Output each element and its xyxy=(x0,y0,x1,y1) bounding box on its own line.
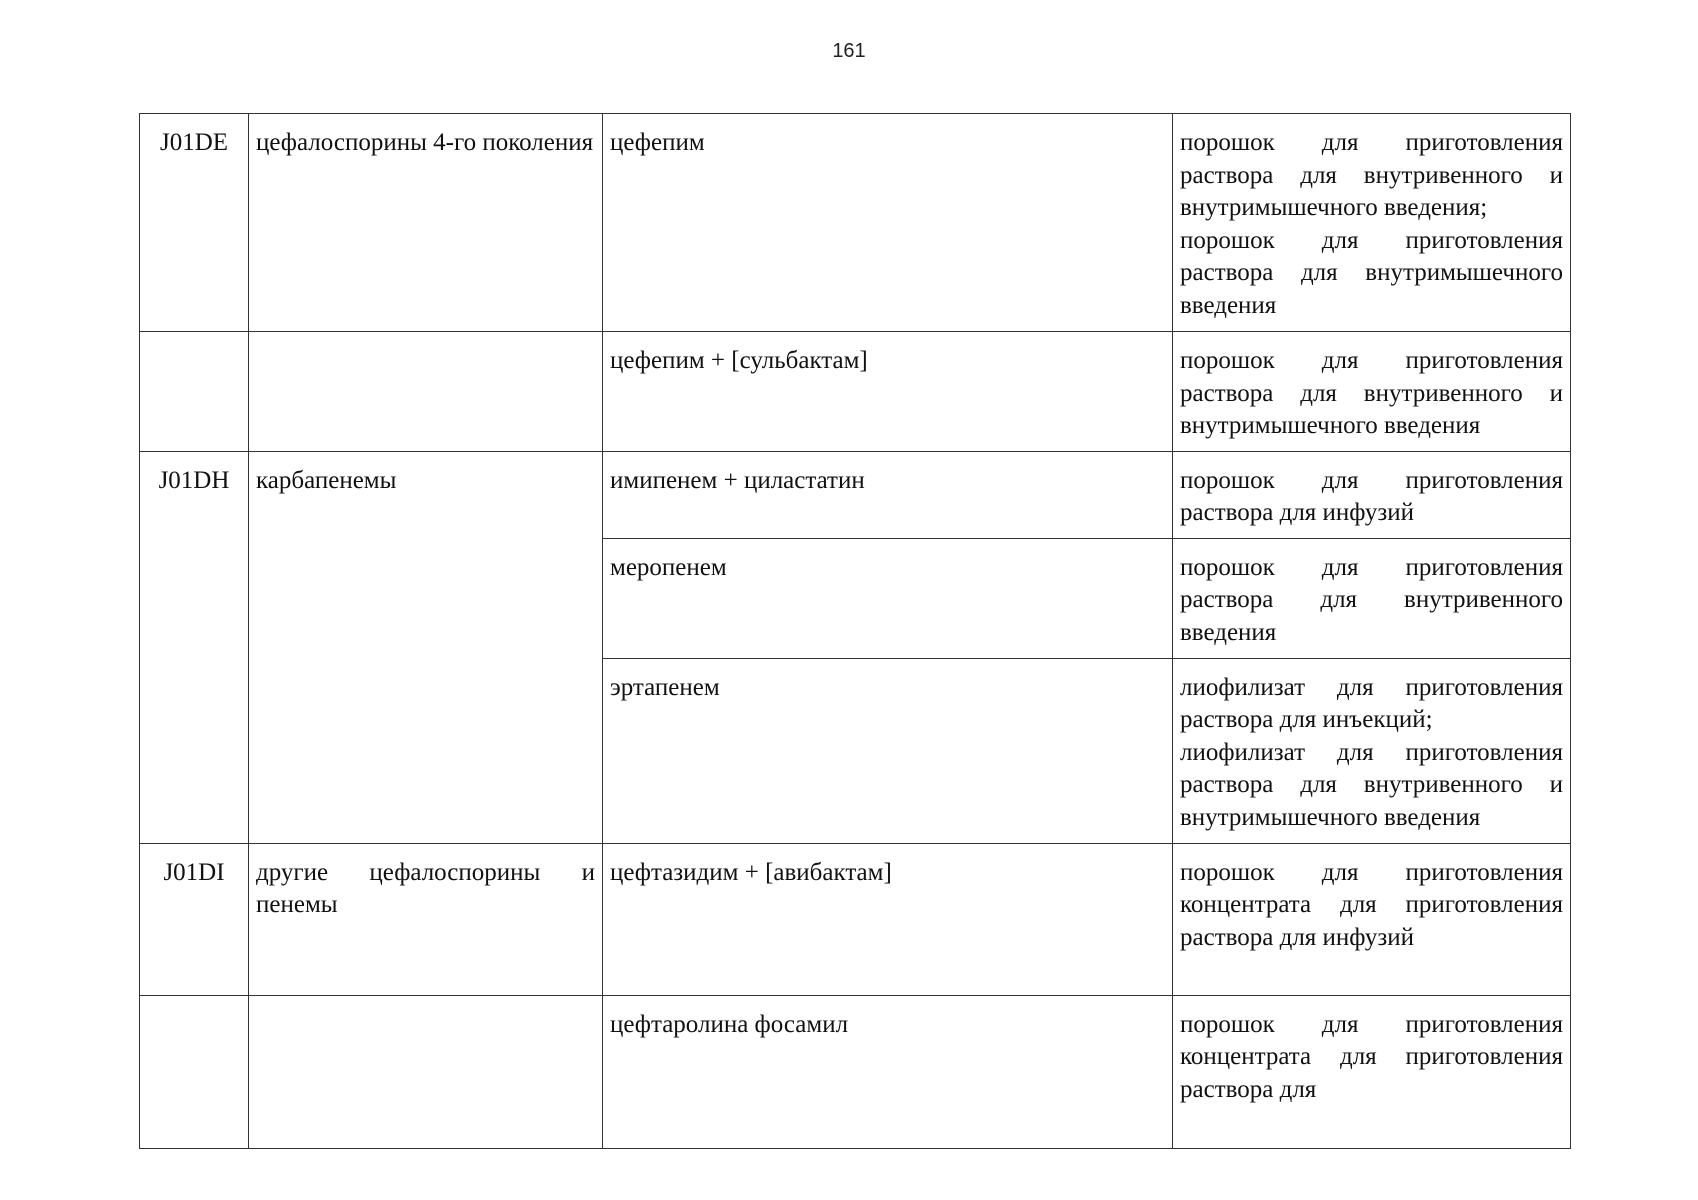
dosage-form-cell xyxy=(1173,538,1571,658)
dosage-form-text: порошок для приготовления концентрата для приготовления раствора для xyxy=(1180,1010,1563,1103)
dosage-form-text: порошок для приготовления раствора для внутривенного и внутримышечного введения xyxy=(1180,347,1563,439)
page-number: 161 xyxy=(832,40,866,62)
dosage-form-cell xyxy=(1173,451,1571,538)
atc-code-cell xyxy=(140,995,249,1148)
atc-code-cell: J01DI xyxy=(140,843,249,995)
atc-code-cell: J01DE xyxy=(140,114,249,332)
atc-code-cell xyxy=(140,332,249,452)
table-row xyxy=(140,451,1571,538)
drug-name-cell: цефепим + [сульбактам] xyxy=(603,332,1173,452)
table-row xyxy=(140,332,1571,452)
table-row xyxy=(140,995,1571,1148)
drug-name-cell: имипенем + циластатин xyxy=(603,451,1173,538)
drug-name-cell: цефтазидим + [авибактам] xyxy=(603,843,1173,995)
dosage-form-cell xyxy=(1173,114,1571,332)
dosage-form-text: порошок для приготовления раствора для инфузий xyxy=(1180,466,1563,526)
dosage-form-cell xyxy=(1173,332,1571,452)
group-cell: карбапенемы xyxy=(249,451,603,843)
table-row xyxy=(140,843,1571,995)
dosage-form-text: порошок для приготовления раствора для внутривенного введения xyxy=(1180,553,1563,646)
dosage-form-text: лиофилизат для приготовления раствора для внутривенного и внутримышечного введения xyxy=(1180,738,1563,831)
dosage-form-text: порошок для приготовления концентрата для приготовления раствора для инфузий xyxy=(1180,858,1563,951)
drug-name-cell: меропенем xyxy=(603,538,1173,658)
drug-name-cell: эртапенем xyxy=(603,658,1173,843)
drug-table xyxy=(139,113,1571,1149)
group-cell: цефалоспорины 4-го поколения xyxy=(249,114,603,332)
dosage-form-text: лиофилизат для приготовления раствора для инъекций; xyxy=(1180,673,1563,733)
drug-name-cell: цефтаролина фосамил xyxy=(603,995,1173,1148)
group-cell xyxy=(249,995,603,1148)
table-row xyxy=(140,114,1571,332)
dosage-form-cell xyxy=(1173,843,1571,995)
atc-code-cell: J01DH xyxy=(140,451,249,843)
group-cell xyxy=(249,332,603,452)
dosage-form-cell xyxy=(1173,658,1571,843)
dosage-form-cell xyxy=(1173,995,1571,1148)
dosage-form-text: порошок для приготовления раствора для внутривенного и внутримышечного введения; xyxy=(1180,129,1563,221)
drug-name-cell: цефепим xyxy=(603,114,1173,332)
group-cell: другие цефалоспорины и пенемы xyxy=(249,843,603,995)
dosage-form-text: порошок для приготовления раствора для внутримышечного введения xyxy=(1180,226,1563,319)
